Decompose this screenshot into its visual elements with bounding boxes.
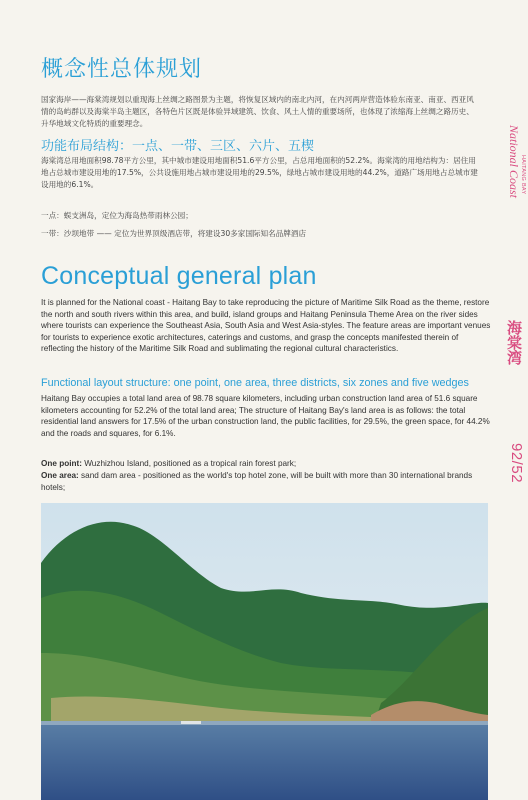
coastal-landscape-photo: [41, 503, 488, 800]
side-chinese-label: 海棠湾: [505, 320, 523, 365]
side-label-strip: [500, 125, 528, 555]
page-numbers: 92/52: [508, 443, 525, 484]
chinese-intro-paragraph: 国家海岸——海棠湾规划以重现海上丝绸之路图景为主题，将恢复区域内的南北内河，在内河两岸营造体验东南亚、南亚、西亚风情的岛屿群以及海棠半岛主题区，各特色片区既是体验异域建筑、饮食、风土人情的重要场所，也体现了浓缩海上丝绸之路历史、升华地域文化特质的重要理念。: [41, 95, 474, 128]
chinese-one-point: 一点：蜈支洲岛，定位为海岛热带雨林公园；: [41, 211, 193, 220]
chinese-one-area: 一带：沙坝地带 —— 定位为世界顶级酒店带，将建设30多家国际知名品牌酒店: [41, 229, 307, 238]
chinese-land-paragraph: 海棠湾总用地面积98.78平方公里，其中城市建设用地面积51.6平方公里，占总用地面积的52.2%。海棠湾的用地结构为：居住用地占总城市建设用地的17.5%，公共设施用地占城市建设用地的29.5%，绿地占城市建设用地的44.2%，道路广场用地占总城市建设用地的6.1%。: [41, 156, 478, 189]
english-title: Conceptual general plan: [41, 262, 317, 290]
english-land-paragraph: Haitang Bay occupies a total land area of 98.78 square kilometers, including urban construction land area of 51.6 square kilometers accounting for 52.2% of the total land area; The structure of Haitang Bay's land area is as follows: the total residential land answers for 17.5% of the urban construction land, the public facilities, for 29.5%, the green space, for 44.2% and the roads and squares, for 6.1%.: [41, 394, 490, 438]
english-one-area: [41, 470, 491, 493]
side-english-label: National Coast: [507, 125, 521, 199]
chinese-subtitle: 功能布局结构：一点、一带、三区、六片、五楔: [41, 139, 315, 154]
landscape-illustration: [41, 503, 488, 800]
one-area-label: One area:: [41, 471, 79, 480]
one-point-text: Wuzhizhou Island, positioned as a tropical rain forest park;: [81, 459, 297, 468]
english-intro-paragraph: It is planned for the National coast - Haitang Bay to take reproducing the picture of Maritime Silk Road as the theme, restore the north and south rivers within this area, and build, island groups and Haitang Peninsula Theme Area on the river sides where tourists can experience the Southeast Asia, South Asia and West Asia-styles. The feature areas are important venues for tourists to experience exotic architectures, caterings and customs, and grasp the concepts manifested therein of reflecting the history of the Maritime Silk Road and sublimating the regional cultural characteristics.: [41, 298, 491, 354]
one-area-text: sand dam area - positioned as the world's top hotel zone, will be built with more than 30 international brands hotels;: [41, 471, 473, 492]
english-subtitle: Functional layout structure: one point, one area, three districts, six zones and five wedges: [41, 377, 469, 389]
one-point-label: One point:: [41, 459, 82, 468]
chinese-title: 概念性总体规划: [41, 57, 203, 82]
side-english-small-label: HAITANG BAY: [520, 155, 526, 195]
english-one-point: [41, 458, 491, 470]
